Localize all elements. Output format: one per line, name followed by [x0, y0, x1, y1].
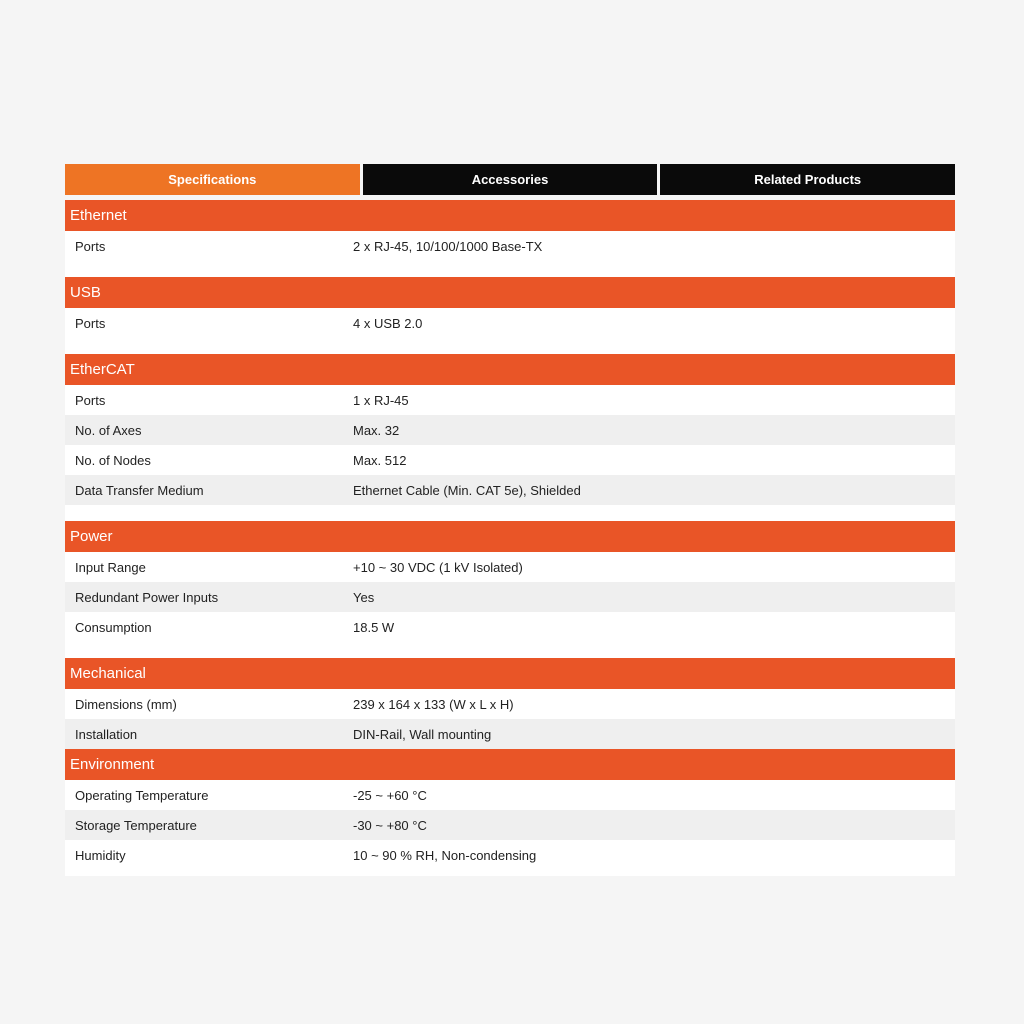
table-row	[65, 308, 955, 338]
table-row	[65, 840, 955, 870]
row-value: -25 ~ +60 °C	[353, 787, 427, 803]
row-value: 2 x RJ-45, 10/100/1000 Base-TX	[353, 238, 543, 254]
row-value: 239 x 164 x 133 (W x L x H)	[353, 696, 514, 712]
row-label: Redundant Power Inputs	[75, 589, 219, 605]
table-row	[65, 445, 955, 475]
table-row	[65, 810, 955, 840]
table-bottom-spacer	[65, 870, 955, 876]
row-label: Installation	[75, 726, 138, 742]
row-value: -30 ~ +80 °C	[353, 817, 427, 833]
row-value: 4 x USB 2.0	[353, 315, 423, 331]
section-header-power: Power	[65, 521, 955, 552]
section-spacer	[65, 642, 955, 658]
row-label: Dimensions (mm)	[75, 696, 177, 712]
row-value: 18.5 W	[353, 619, 395, 635]
row-value: Max. 512	[353, 452, 407, 468]
table-row	[65, 475, 955, 505]
section-header-ethernet: Ethernet	[65, 200, 955, 231]
row-value: DIN-Rail, Wall mounting	[353, 726, 492, 742]
row-label: No. of Nodes	[75, 452, 151, 468]
spec-panel	[65, 164, 955, 876]
section-header-usb: USB	[65, 277, 955, 308]
table-row	[65, 552, 955, 582]
section-header-mechanical: Mechanical	[65, 658, 955, 689]
table-row	[65, 780, 955, 810]
table-row	[65, 719, 955, 749]
row-value: Max. 32	[353, 422, 400, 438]
row-value: Yes	[353, 589, 375, 605]
section-spacer	[65, 338, 955, 354]
table-row	[65, 612, 955, 642]
row-value: Ethernet Cable (Min. CAT 5e), Shielded	[353, 482, 581, 498]
row-label: Ports	[75, 315, 106, 331]
row-value: 10 ~ 90 % RH, Non-condensing	[353, 847, 537, 863]
table-row	[65, 231, 955, 261]
tab-related-products[interactable]: Related Products	[660, 164, 955, 195]
table-row	[65, 689, 955, 719]
row-label: Humidity	[75, 847, 126, 863]
table-row	[65, 385, 955, 415]
row-label: Consumption	[75, 619, 152, 635]
row-label: Data Transfer Medium	[75, 482, 204, 498]
row-label: Input Range	[75, 559, 146, 575]
tab-bar	[65, 164, 955, 195]
spec-table	[65, 200, 955, 876]
section-header-ethercat: EtherCAT	[65, 354, 955, 385]
tab-accessories[interactable]: Accessories	[363, 164, 658, 195]
section-spacer	[65, 261, 955, 277]
table-row	[65, 415, 955, 445]
section-spacer	[65, 505, 955, 521]
row-label: Ports	[75, 238, 106, 254]
row-label: Ports	[75, 392, 106, 408]
section-header-environment: Environment	[65, 749, 955, 780]
row-label: No. of Axes	[75, 422, 142, 438]
row-label: Storage Temperature	[75, 817, 197, 833]
row-value: 1 x RJ-45	[353, 392, 409, 408]
row-value: +10 ~ 30 VDC (1 kV Isolated)	[353, 559, 523, 575]
row-label: Operating Temperature	[75, 787, 209, 803]
table-row	[65, 582, 955, 612]
tab-specifications[interactable]: Specifications	[65, 164, 360, 195]
